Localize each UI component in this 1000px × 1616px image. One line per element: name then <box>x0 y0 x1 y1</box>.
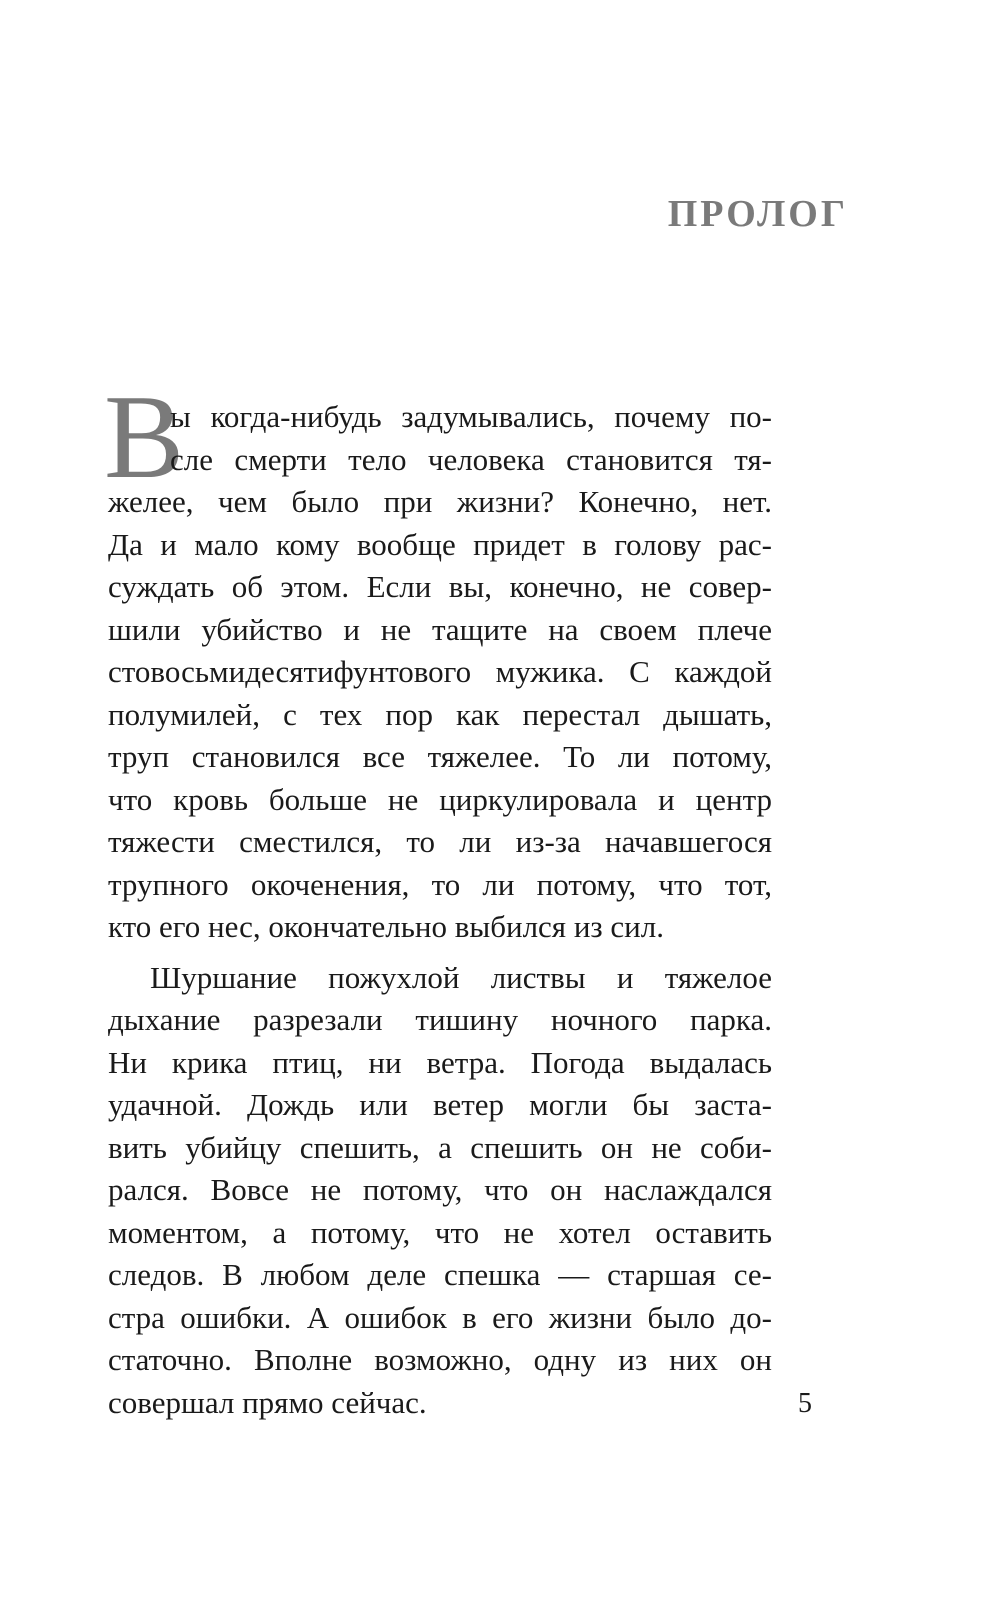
dropcap-indented-lines <box>108 396 772 481</box>
text-line: Да и мало кому вообще придет в голову рас- <box>108 526 772 562</box>
paragraph-2 <box>108 957 772 1425</box>
text-line: полумилей, с тех пор как перестал дышать, <box>108 696 772 732</box>
text-line: стовосьмидесятифунтового мужика. С каждой <box>108 654 772 689</box>
text-line: стра ошибки. А ошибок в его жизни было до- <box>108 1299 772 1335</box>
text-line: суждать об этом. Если вы, конечно, не совер- <box>108 569 772 604</box>
text-line: дыхание разрезали тишину ночного парка. <box>108 1002 772 1037</box>
drop-cap: В <box>104 370 185 503</box>
paragraph-gap <box>108 949 772 957</box>
text-line: моментом, а потому, что не хотел оставить <box>108 1214 772 1250</box>
text-line: труп становился все тяжелее. То ли потому, <box>108 739 772 774</box>
text-line: кто его нес, окончательно выбился из сил. <box>108 909 664 944</box>
text-line: удачной. Дождь или ветер могли бы заста- <box>108 1087 772 1122</box>
paragraph-1 <box>108 396 772 949</box>
page-number: 5 <box>798 1388 812 1419</box>
text-line: трупного окоченения, то ли потому, что тот, <box>108 866 772 902</box>
text-line: сле смерти тело человека становится тя- <box>170 441 772 477</box>
text-line: Ни крика птиц, ни ветра. Погода выдалась <box>108 1044 772 1080</box>
body-text <box>108 396 772 1424</box>
text-line: Шуршание пожухлой листвы и тяжелое <box>150 959 772 995</box>
text-line: следов. В любом деле спешка — старшая се- <box>108 1257 772 1292</box>
text-line: ы когда-нибудь задумывались, почему по- <box>170 399 772 434</box>
text-line: вить убийцу спешить, а спешить он не соби- <box>108 1129 772 1165</box>
text-line: статочно. Вполне возможно, одну из них он <box>108 1342 772 1377</box>
text-line: тяжести сместился, то ли из-за начавшегося <box>108 824 772 859</box>
text-line: желее, чем было при жизни? Конечно, нет. <box>108 484 772 519</box>
text-line: шили убийство и не тащите на своем плече <box>108 611 772 647</box>
text-line: рался. Вовсе не потому, что он наслаждался <box>108 1172 772 1207</box>
chapter-title: ПРОЛОГ <box>667 193 848 235</box>
text-line: совершал прямо сейчас. <box>108 1384 427 1420</box>
text-line: что кровь больше не циркулировала и центр <box>108 781 772 817</box>
